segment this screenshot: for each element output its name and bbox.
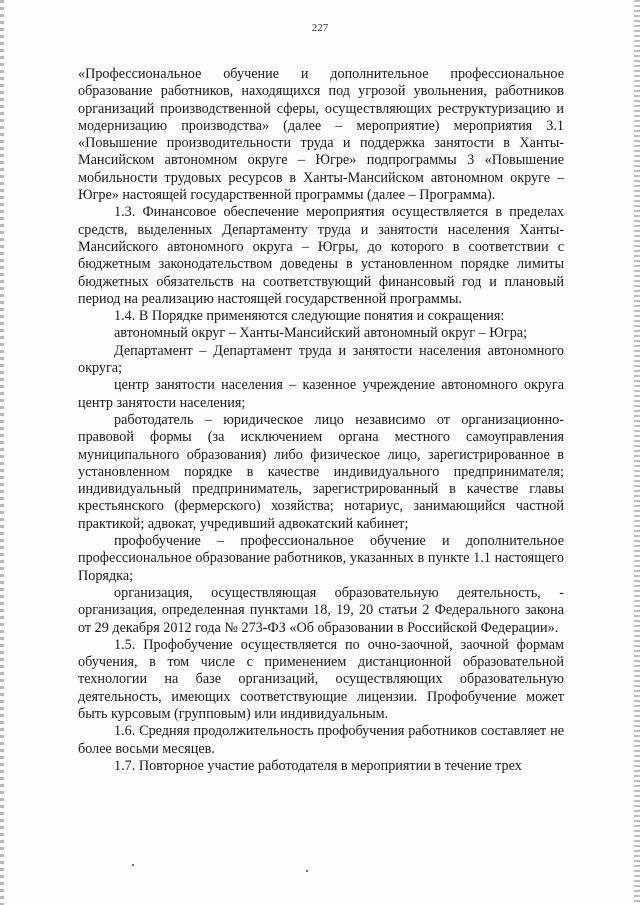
scan-speck (306, 870, 308, 872)
document-body (78, 66, 564, 775)
definition-employer: работодатель – юридическое лицо независимо от организационно-правовой формы (за исключением органа местного самоуправления муниципального образования) либо физическое лицо, зарегистрированное в установленном порядке в качестве индивидуального предпринимателя; индивидуальный предприниматель, зарегистрированный в качестве главы крестьянского (фермерского) хозяйства; нотариус, занимающийся частной практикой; адвокат, учредивший адвокатский кабинет; (78, 411, 564, 532)
definition-employment-center: центр занятости населения – казенное учреждение автономного округа центр занятости населения; (78, 377, 564, 411)
paragraph-1-6: 1.6. Средняя продолжительность профобучения работников составляет не более восьми месяцев. (78, 723, 564, 757)
paragraph-1-7: 1.7. Повторное участие работодателя в мероприятии в течение трех (114, 757, 522, 774)
definition-organization: организация, осуществляющая образовательную деятельность, - организация, определенная пунктами 18, 19, 20 статьи 2 Федерального закона от 29 декабря 2012 года № 273-ФЗ «Об образовании в Российской Федерации». (78, 584, 564, 636)
definition-autonomous-okrug: автономный округ – Ханты-Мансийский автономный округ – Югра; (114, 325, 528, 342)
paragraph-1-4: 1.4. В Порядке применяются следующие понятия и сокращения: (114, 308, 505, 325)
paragraph-1-5: 1.5. Профобучение осуществляется по очно-заочной, заочной формам обучения, в том числе с применением дистанционной образовательной технологии на базе организаций, осуществляющих образовательную деятельность, имеющих соответствующие лицензии. Профобучение может быть курсовым (групповым) или индивидуальным. (78, 636, 564, 722)
definition-training: профобучение – профессиональное обучение и дополнительное профессиональное образование работников, указанных в пункте 1.1 настоящего Порядка; (78, 533, 564, 584)
page-number: 227 (311, 22, 329, 34)
paragraph-1-3: 1.3. Финансовое обеспечение мероприятия осуществляется в пределах средств, выделенных Департаменту труда и занятости населения Ханты-Мансийского автономного округа – Югры, до которого в соответствии с бюджетным законодательством доведены в установленном порядке лимиты бюджетных обязательств на соответствующий финансовый год и плановый период на реализацию настоящей государственной программы. (78, 204, 564, 307)
scan-edge-right (634, 0, 640, 905)
scan-speck (132, 864, 134, 866)
paragraph-intro: «Профессиональное обучение и дополнительное профессиональное образование работников, находящихся под угрозой увольнения, работников организаций производственной сферы, осуществляющих реструктуризацию и модернизацию производства» (далее – мероприятие) мероприятия 3.1 «Повышение производительности труда и поддержка занятости в Ханты-Мансийском автономном округе – Югре» подпрограммы 3 «Повышение мобильности трудовых ресурсов в Ханты-Мансийском автономном округе – Югре» настоящей государственной программы (далее – Программа). (78, 66, 564, 204)
definition-department: Департамент – Департамент труда и занятости населения автономного округа; (78, 342, 564, 377)
scan-edge-left (0, 0, 4, 905)
